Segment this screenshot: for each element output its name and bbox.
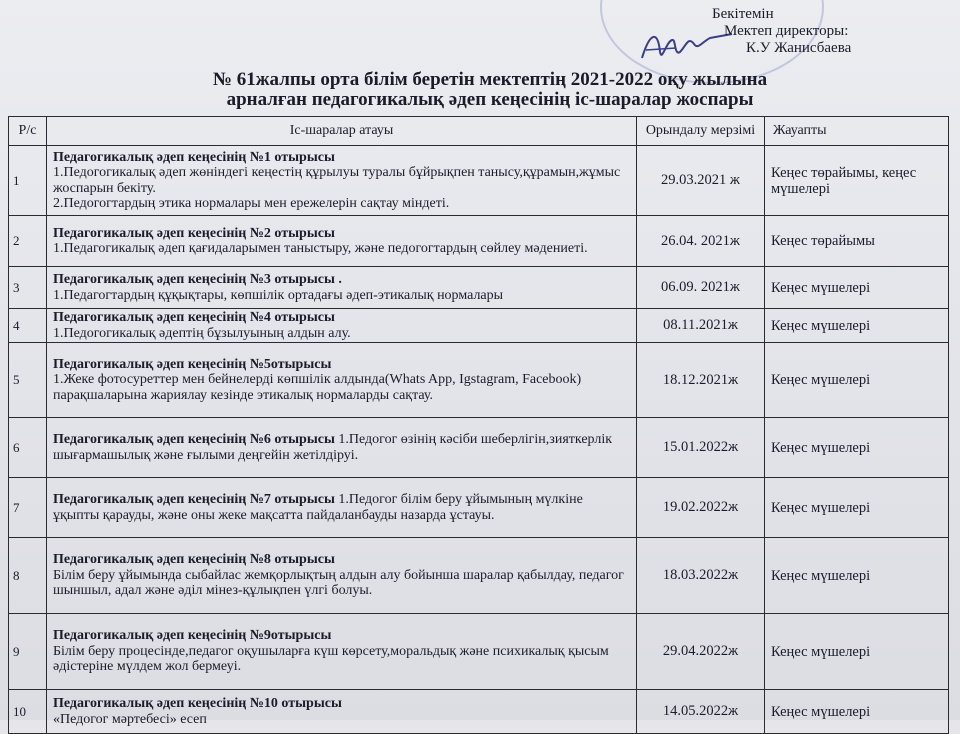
approval-position: Мектеп директоры: (724, 23, 849, 39)
row-date: 19.02.2022ж (637, 478, 765, 538)
header-responsible: Жауапты (765, 117, 949, 146)
approval-director-name: К.У Жанисбаева (746, 40, 852, 56)
row-date: 06.09. 2021ж (637, 267, 765, 309)
title-line-2: арналған педагогикалық әдеп кеңесінің іс-шаралар жоспары (226, 89, 754, 110)
table-row (9, 267, 949, 309)
table-row (9, 216, 949, 267)
row-responsible: Кеңес мүшелері (765, 418, 949, 478)
row-activity (47, 309, 637, 343)
row-date: 15.01.2022ж (637, 418, 765, 478)
meeting-title: Педагогикалық әдеп кеңесінің №8 отырысы (53, 552, 335, 568)
activity-text: 1.Жеке фотосуреттер мен бейнелерді көпшілік алдында(Whats App, Igstagram, Facebook) парақшаларына жариялау кезінде этикалық нормаларды сақтау. (53, 372, 582, 403)
row-date: 18.12.2021ж (637, 343, 765, 418)
row-responsible: Кеңес мүшелері (765, 267, 949, 309)
table-row (9, 614, 949, 690)
activity-text: 1.Педогог өзінің кәсіби шеберлігін,зияткерлік шығармашылық және ғылыми деңгейін жетілдіруі. (53, 432, 613, 463)
meeting-title: Педагогикалық әдеп кеңесінің №3 отырысы . (53, 272, 342, 287)
row-responsible: Кеңес мүшелері (765, 614, 949, 690)
row-responsible: Кеңес төрайымы, кеңес мүшелері (765, 146, 949, 216)
row-number: 6 (9, 418, 47, 478)
activity-plan-table (8, 116, 949, 734)
approval-block (712, 6, 952, 57)
table-row (9, 146, 949, 216)
row-responsible: Кеңес мүшелері (765, 478, 949, 538)
row-date: 29.04.2022ж (637, 614, 765, 690)
row-number: 4 (9, 309, 47, 343)
activity-text: 1.Педогогикалық әдеп жөніндегі кеңестің құрылуы туралы бұйрықпен танысу,құрамын,жұмыс жоспарын бекіту. (53, 165, 621, 196)
meeting-title: Педагогикалық әдеп кеңесінің №5отырысы (53, 356, 332, 372)
meeting-title: Педагогикалық әдеп кеңесінің №1 отырысы (53, 149, 335, 165)
activity-text: 1.Педагогикалық әдеп қағидаларымен таныстыру, және педогогтардың сөйлеу мәдениеті. (53, 241, 588, 256)
row-number: 3 (9, 267, 47, 309)
table-row (9, 343, 949, 418)
activity-text: «Педогог мәртебесі» есеп (53, 711, 207, 727)
row-date: 18.03.2022ж (637, 538, 765, 614)
meeting-title: Педагогикалық әдеп кеңесінің №6 отырысы (53, 432, 335, 447)
row-responsible: Кеңес мүшелері (765, 690, 949, 734)
table-header-row (9, 117, 949, 146)
meeting-title: Педагогикалық әдеп кеңесінің №10 отырысы (53, 696, 342, 711)
row-activity (47, 614, 637, 690)
row-responsible: Кеңес мүшелері (765, 343, 949, 418)
row-number: 2 (9, 216, 47, 267)
row-activity (47, 267, 637, 309)
row-activity (47, 343, 637, 418)
row-number: 5 (9, 343, 47, 418)
header-date: Орындалу мерзімі (637, 117, 765, 146)
table-row (9, 538, 949, 614)
row-number: 1 (9, 146, 47, 216)
row-activity (47, 478, 637, 538)
meeting-title: Педагогикалық әдеп кеңесінің №2 отырысы (53, 225, 335, 241)
approval-heading: Бекітемін (712, 6, 774, 22)
activity-text: Білім беру процесінде,педагог оқушыларға күш көрсету,моральдық және психикалық қысым әдістеріне мүлдем жол бермеуі. (53, 643, 609, 675)
activity-text: 1.Педогог білім беру ұйымының мүлкіне ұқыпты қарауды, және оны жеке мақсатта пайдаланбауды назарда ұстауы. (53, 492, 583, 523)
row-date: 29.03.2021 ж (637, 146, 765, 216)
row-responsible: Кеңес төрайымы (765, 216, 949, 267)
title-line-1: № 61жалпы орта білім беретін мектептің 2021-2022 оқу жылына (212, 69, 768, 90)
row-number: 9 (9, 614, 47, 690)
document-title (60, 70, 920, 110)
row-date: 26.04. 2021ж (637, 216, 765, 267)
activity-text: 1.Педогогикалық әдептің бұзылуының алдын алу. (53, 325, 351, 341)
row-date: 14.05.2022ж (637, 690, 765, 734)
table-row (9, 690, 949, 734)
row-date: 08.11.2021ж (637, 309, 765, 343)
row-activity (47, 146, 637, 216)
table-row (9, 309, 949, 343)
row-responsible: Кеңес мүшелері (765, 309, 949, 343)
activity-text: 1.Педагогтардың құқықтары, көпшілік ортадағы әдеп-этикалық нормалары (53, 287, 504, 303)
meeting-title: Педагогикалық әдеп кеңесінің №4 отырысы (53, 310, 335, 325)
row-activity (47, 216, 637, 267)
row-activity (47, 418, 637, 478)
header-activity: Іс-шаралар атауы (47, 117, 637, 146)
meeting-title: Педагогикалық әдеп кеңесінің №7 отырысы (53, 492, 335, 507)
header-number: Р/с (9, 117, 47, 146)
meeting-title: Педагогикалық әдеп кеңесінің №9отырысы (53, 628, 332, 644)
table-row (9, 418, 949, 478)
row-responsible: Кеңес мүшелері (765, 538, 949, 614)
row-number: 10 (9, 690, 47, 734)
table-row (9, 478, 949, 538)
row-activity (47, 690, 637, 734)
row-activity (47, 538, 637, 614)
row-number: 7 (9, 478, 47, 538)
activity-text: Білім беру ұйымында сыбайлас жемқорлықтың алдын алу бойынша шаралар қабылдау, педагог шыншыл, адал және әділ мінез-құлықпен үлгі болуы. (53, 567, 624, 599)
activity-text-2: 2.Педогогтардың этика нормалары мен ережелерін сақтау міндеті. (53, 196, 450, 211)
row-number: 8 (9, 538, 47, 614)
